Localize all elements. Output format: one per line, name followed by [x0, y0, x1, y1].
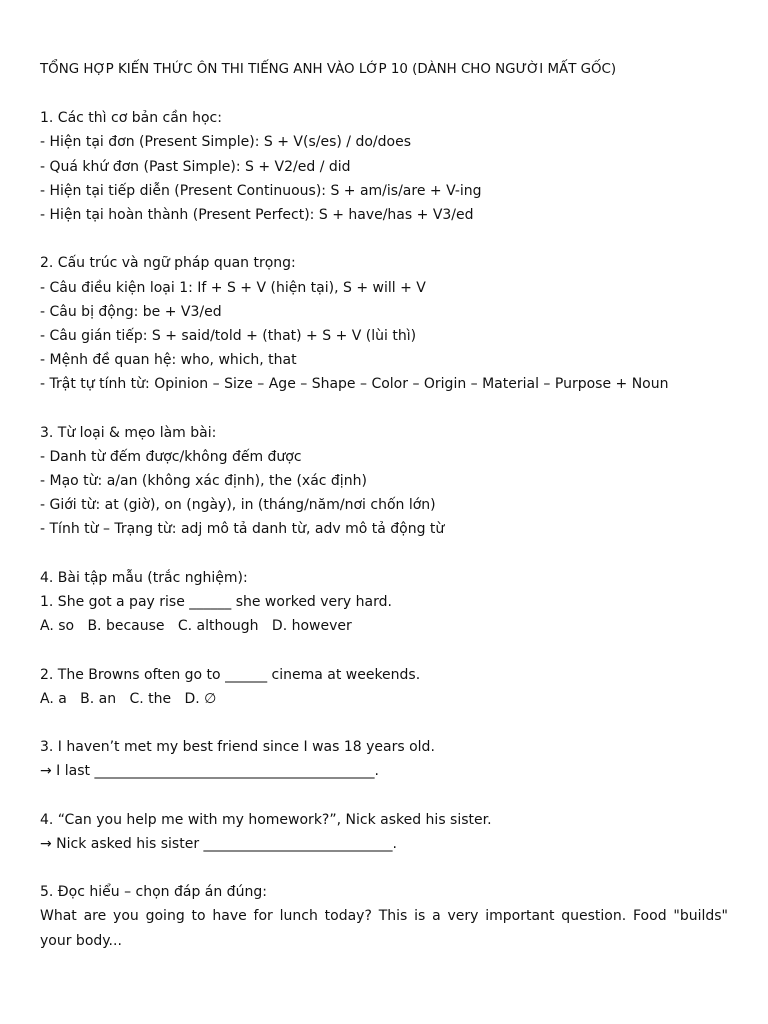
spacer	[40, 856, 728, 880]
spacer	[40, 638, 728, 662]
spacer	[40, 396, 728, 420]
section3-item: - Danh từ đếm được/không đếm được	[40, 448, 302, 465]
spacer	[40, 783, 728, 807]
section2-item: - Câu bị động: be + V3/ed	[40, 303, 222, 320]
spacer	[40, 542, 728, 566]
section3-item: - Mạo từ: a/an (không xác định), the (xác định)	[40, 473, 367, 489]
question-4-answer-line: → Nick asked his sister ___________________________.	[40, 835, 397, 852]
reading-passage-line: What are you going to have for lunch today? This is a very important question. Food "builds"	[40, 908, 728, 925]
reading-passage-line: your body...	[40, 932, 122, 949]
section3-item: - Tính từ – Trạng từ: adj mô tả danh từ, adv mô tả động từ	[40, 521, 445, 538]
question-2: 2. The Browns often go to ______ cinema at weekends.	[40, 666, 421, 683]
section4-heading: 4. Bài tập mẫu (trắc nghiệm):	[40, 569, 248, 586]
question-1-options: A. so B. because C. although D. however	[40, 618, 352, 635]
question-4: 4. “Can you help me with my homework?”, Nick asked his sister.	[40, 811, 492, 828]
section1-item: - Quá khứ đơn (Past Simple): S + V2/ed / did	[40, 158, 351, 175]
spacer	[40, 227, 728, 251]
document-title: TỔNG HỢP KIẾN THỨC ÔN THI TIẾNG ANH VÀO LỚP 10 (DÀNH CHO NGƯỜI MẤT GỐC)	[40, 62, 617, 77]
section2-item: - Câu gián tiếp: S + said/told + (that) + S + V (lùi thì)	[40, 327, 417, 344]
section3-heading: 3. Từ loại & mẹo làm bài:	[40, 424, 217, 441]
section1-item: - Hiện tại hoàn thành (Present Perfect): S + have/has + V3/ed	[40, 206, 474, 223]
section5-heading: 5. Đọc hiểu – chọn đáp án đúng:	[40, 884, 267, 901]
section3-item: - Giới từ: at (giờ), on (ngày), in (tháng/năm/nơi chốn lớn)	[40, 497, 436, 514]
section1-item: - Hiện tại tiếp diễn (Present Continuous): S + am/is/are + V-ing	[40, 182, 482, 199]
section2-heading: 2. Cấu trúc và ngữ pháp quan trọng:	[40, 255, 296, 272]
question-1: 1. She got a pay rise ______ she worked very hard.	[40, 593, 392, 610]
section2-item: - Câu điều kiện loại 1: If + S + V (hiện tại), S + will + V	[40, 279, 426, 296]
question-2-options: A. a B. an C. the D. ∅	[40, 690, 217, 707]
section2-item: - Trật tự tính từ: Opinion – Size – Age – Shape – Color – Origin – Material – Purpose + Noun	[40, 376, 669, 393]
section2-item: - Mệnh đề quan hệ: who, which, that	[40, 352, 297, 369]
spacer	[40, 711, 728, 735]
spacer	[40, 82, 728, 106]
section1-heading: 1. Các thì cơ bản cần học:	[40, 110, 222, 127]
section1-item: - Hiện tại đơn (Present Simple): S + V(s/es) / do/does	[40, 134, 411, 151]
question-3: 3. I haven’t met my best friend since I was 18 years old.	[40, 739, 435, 756]
question-3-answer-line: → I last ________________________________________.	[40, 763, 379, 780]
